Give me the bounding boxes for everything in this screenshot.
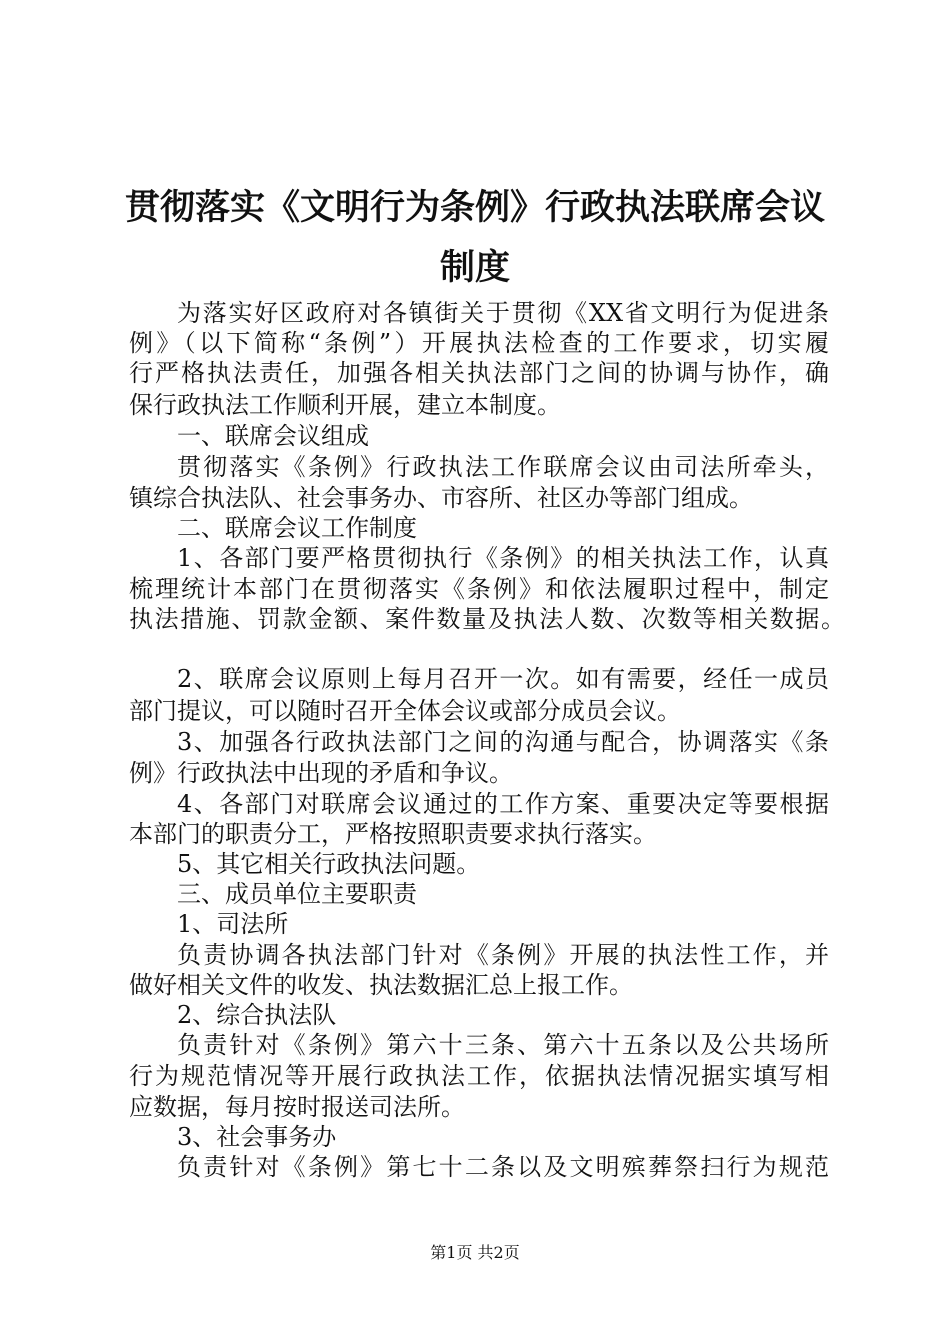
- paragraph-line: 梳理统计本部门在贯彻落实《条例》和依法履职过程中，制定: [129, 575, 829, 603]
- paragraph-line: 3、加强各行政执法部门之间的沟通与配合，协调落实《条: [177, 728, 829, 756]
- document-title-line-1: 贯彻落实《文明行为条例》行政执法联席会议: [124, 187, 825, 228]
- paragraph-line: 行为规范情况等开展行政执法工作，依据执法情况据实填写相: [129, 1062, 829, 1090]
- paragraph-line: 部门提议，可以随时召开全体会议或部分成员会议。: [129, 697, 681, 725]
- paragraph-line: 5、其它相关行政执法问题。: [177, 850, 481, 878]
- section-heading: 三、成员单位主要职责: [177, 880, 417, 908]
- paragraph-line: 行严格执法责任，加强各相关执法部门之间的协调与协作，确: [129, 359, 829, 387]
- page-footer: 第1页 共2页: [430, 1243, 520, 1262]
- paragraph-line: 保行政执法工作顺利开展，建立本制度。: [129, 391, 561, 419]
- subsection-heading: 1、司法所: [177, 910, 289, 938]
- paragraph-line: 1、各部门要严格贯彻执行《条例》的相关执法工作，认真: [177, 544, 829, 572]
- paragraph-line: 做好相关文件的收发、执法数据汇总上报工作。: [129, 971, 633, 999]
- paragraph-line: 镇综合执法队、社会事务办、市容所、社区办等部门组成。: [129, 484, 753, 512]
- paragraph-line: 4、各部门对联席会议通过的工作方案、重要决定等要根据: [177, 790, 829, 818]
- paragraph-line: 为落实好区政府对各镇街关于贯彻《XX省文明行为促进条: [177, 299, 829, 327]
- paragraph-line: 2、联席会议原则上每月召开一次。如有需要，经任一成员: [177, 665, 829, 693]
- paragraph-line: 例》行政执法中出现的矛盾和争议。: [129, 759, 513, 787]
- section-heading: 一、联席会议组成: [177, 422, 369, 450]
- paragraph-line: 贯彻落实《条例》行政执法工作联席会议由司法所牵头，: [177, 453, 829, 481]
- subsection-heading: 3、社会事务办: [177, 1123, 337, 1151]
- section-heading: 二、联席会议工作制度: [177, 514, 417, 542]
- paragraph-line: 负责协调各执法部门针对《条例》开展的执法性工作，并: [177, 941, 829, 969]
- paragraph-line: 负责针对《条例》第七十二条以及文明殡葬祭扫行为规范: [177, 1153, 829, 1181]
- subsection-heading: 2、综合执法队: [177, 1001, 337, 1029]
- document-title-line-2: 制度: [439, 247, 510, 288]
- paragraph-line: 负责针对《条例》第六十三条、第六十五条以及公共场所: [177, 1031, 829, 1059]
- paragraph-line: 例》（以下简称“条例”）开展执法检查的工作要求，切实履: [129, 329, 829, 357]
- paragraph-line: 执法措施、罚款金额、案件数量及执法人数、次数等相关数据。: [129, 605, 845, 633]
- paragraph-line: 应数据，每月按时报送司法所。: [129, 1093, 465, 1121]
- paragraph-line: 本部门的职责分工，严格按照职责要求执行落实。: [129, 820, 657, 848]
